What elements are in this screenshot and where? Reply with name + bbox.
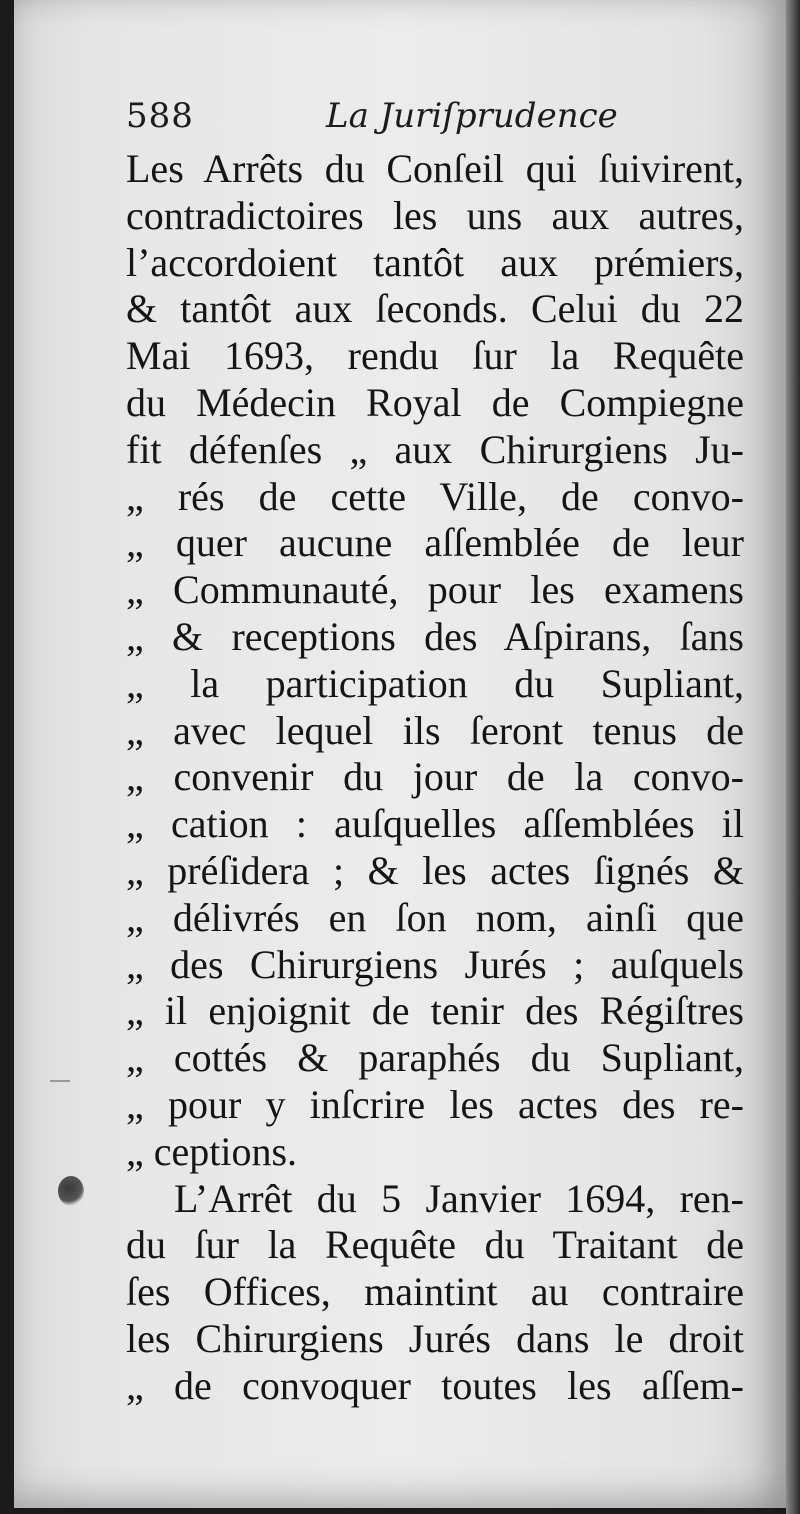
ink-spot <box>58 1176 84 1206</box>
text-line: „ des Chirurgiens Jurés ; auſquels <box>126 941 744 987</box>
text-line: ſes Offices, maintint au contraire <box>126 1269 744 1315</box>
text-line: „ préſidera ; & les actes ſignés & <box>126 847 744 893</box>
book-page <box>14 0 786 1508</box>
body-text <box>126 146 744 1410</box>
text-line: L’Arrêt du 5 Janvier 1694, ren- <box>174 1175 744 1221</box>
text-line: „ rés de cette Ville, de convo- <box>126 473 744 519</box>
text-line: „ avec lequel ils ſeront tenus de <box>126 707 744 753</box>
text-line: „ ceptions. <box>126 1128 298 1174</box>
running-title: La Juriſprudence <box>326 96 618 136</box>
text-line: du Médecin Royal de Compiegne <box>126 379 744 425</box>
text-line: „ Communauté, pour les examens <box>126 567 744 613</box>
text-line: „ & receptions des Aſpirans, ſans <box>126 613 744 659</box>
text-line: Mai 1693, rendu ſur la Requête <box>126 333 744 379</box>
page-header <box>118 96 738 148</box>
text-line: contradictoires les uns aux autres, <box>126 192 744 238</box>
text-line: „ cottés & paraphés du Supliant, <box>126 1035 744 1081</box>
text-line: „ de convoquer toutes les aſſem- <box>126 1362 744 1408</box>
page-number: 588 <box>126 96 194 136</box>
text-line: „ il enjoignit de tenir des Régiſtres <box>126 988 744 1034</box>
text-line: „ pour y inſcrire les actes des re- <box>126 1081 744 1127</box>
text-line: „ quer aucune aſſemblée de leur <box>126 520 744 566</box>
text-line: fit défenſes „ aux Chirurgiens Ju- <box>126 426 744 472</box>
text-line: Les Arrêts du Conſeil qui ſuivirent, <box>126 146 744 191</box>
text-line: & tantôt aux ſeconds. Celui du 22 <box>126 286 744 332</box>
text-line: les Chirurgiens Jurés dans le droit <box>126 1315 744 1361</box>
text-line: l’accordoient tantôt aux prémiers, <box>126 239 744 285</box>
text-line: „ la participation du Supliant, <box>126 660 744 706</box>
text-line: „ cation : auſquelles aſſemblées il <box>126 801 744 847</box>
text-line: „ délivrés en ſon nom, ainſi que <box>126 894 744 940</box>
paper-mark <box>50 1080 70 1082</box>
page-edge-shadow <box>786 0 800 1514</box>
text-line: „ convenir du jour de la convo- <box>126 754 744 800</box>
text-line: du ſur la Requête du Traitant de <box>126 1222 744 1268</box>
